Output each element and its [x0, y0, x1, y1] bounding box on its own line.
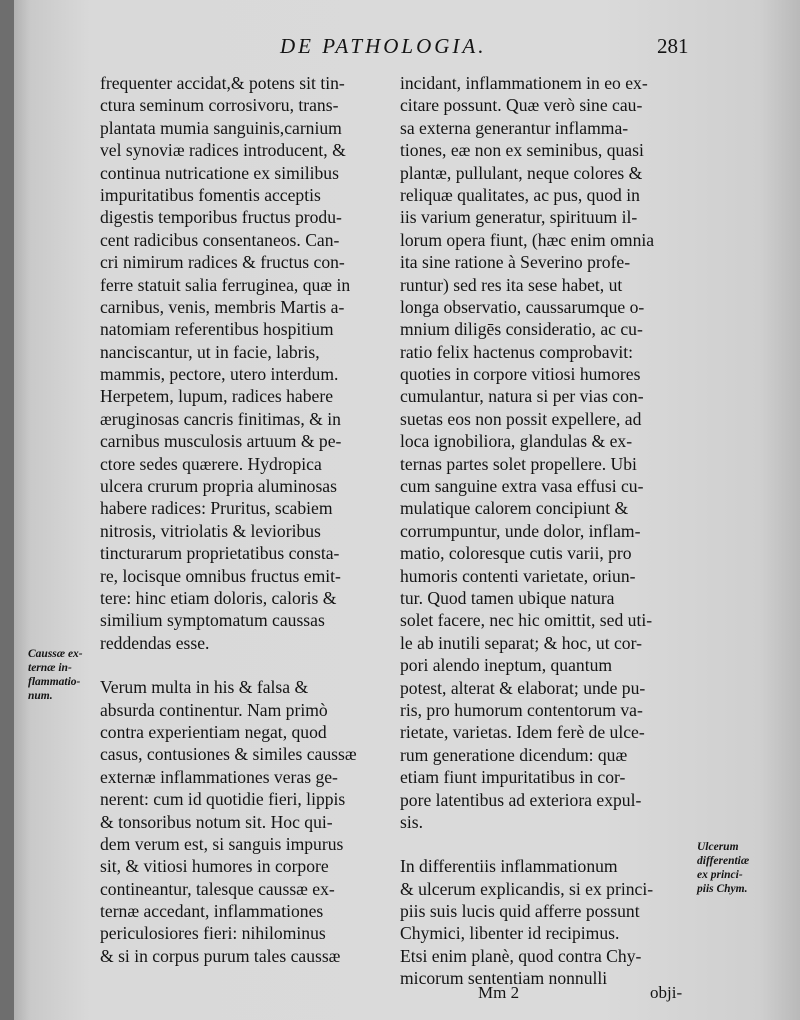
text-line: contineantur, talesque caussæ ex- [100, 878, 335, 899]
text-line: impuritatibus fomentis acceptis [100, 184, 321, 205]
margin-note-line: Ulcerum [697, 841, 739, 853]
text-line: cri nimirum radices & fructus con- [100, 252, 345, 273]
text-line: mnium diligēs consideratio, ac cu- [400, 319, 643, 340]
text-line: loca ignobiliora, glandulas & ex- [400, 431, 633, 452]
text-line: casus, contusiones & similes caussæ [100, 744, 357, 765]
text-line: ternæ accedant, inflammationes [100, 901, 324, 922]
text-line: ratio felix hactenus comprobavit: [400, 341, 634, 362]
text-line: vel synoviæ radices introducent, & [100, 140, 346, 161]
margin-note-line: flammatio- [28, 676, 81, 688]
text-line: sit, & vitiosi humores in corpore [100, 856, 329, 877]
text-line: tur. Quod tamen ubique natura [400, 587, 615, 608]
text-line: ctore sedes quærere. Hydropica [100, 453, 322, 474]
left-column [100, 72, 390, 967]
margin-note-line: ex princi- [697, 869, 743, 881]
text-line: mammis, pectore, utero interdum. [100, 364, 339, 385]
text-line: frequenter accidat,& potens sit tin- [100, 73, 345, 93]
text-line: Herpetem, lupum, radices habere [100, 386, 334, 407]
page-number: 281 [657, 34, 689, 58]
text-line: re, locisque omnibus fructus emit- [100, 565, 341, 586]
text-line: cent radicibus consentaneos. Can- [100, 229, 340, 250]
text-line: plantæ, pullulant, neque colores & [400, 162, 643, 183]
text-line: natomiam referentibus hospitium [100, 319, 334, 340]
text-line: incidant, inflammationem in eo ex- [400, 73, 648, 93]
margin-note-line: ternæ in- [28, 662, 72, 674]
text-line: dem verum est, si sanguis impurus [100, 833, 344, 854]
text-line: absurda continentur. Nam primò [100, 699, 328, 720]
text-line: æruginosas cancris finitimas, & in [100, 408, 341, 429]
text-line: pori alendo ineptum, quantum [400, 655, 613, 676]
text-line: lorum opera fiunt, (hæc enim omnia [400, 229, 655, 250]
text-line: potest, alterat & elaborat; unde pu- [400, 677, 646, 698]
text-line: corrumpuntur, unde dolor, inflam- [400, 520, 641, 541]
text-line: le ab inutili separat; & hoc, ut cor- [400, 632, 642, 653]
margin-note-ulcers [697, 840, 797, 896]
text-line: cum sanguine extra vasa effusi cu- [400, 476, 644, 497]
margin-note-line: num. [28, 690, 53, 702]
text-line: humoris contenti varietate, oriun- [400, 565, 636, 586]
text-line: matio, coloresque cutis varii, pro [400, 543, 632, 564]
text-line: In differentiis inflammationum [400, 856, 618, 877]
text-line: citare possunt. Quæ verò sine cau- [400, 95, 643, 116]
text-line: continua nutricatione ex similibus [100, 162, 339, 183]
text-line: Verum multa in his & falsa & [100, 677, 309, 698]
paragraph-gap [100, 654, 390, 676]
right-paragraph-2 [400, 855, 697, 989]
text-line: rum generatione dicendum: quæ [400, 744, 628, 765]
paragraph-gap [400, 833, 697, 855]
margin-note-line: differentiæ [697, 855, 750, 867]
text-line: suetas eos non possit expellere, ad [400, 408, 642, 429]
text-line: ferre statuit salia ferruginea, quæ in [100, 274, 351, 295]
text-line: ris, pro humorum contentorum va- [400, 699, 643, 720]
text-line: Etsi enim planè, quod contra Chy- [400, 945, 642, 966]
text-line: similium symptomatum caussas [100, 610, 325, 631]
text-line: sa externa generantur inflamma- [400, 117, 629, 138]
text-line: micorum sententiam nonnulli [400, 968, 608, 989]
text-line: reliquæ qualitates, ac pus, quod in [400, 184, 640, 205]
text-line: & tonsoribus notum sit. Hoc qui- [100, 811, 333, 832]
text-line: iis varium generatur, spirituum il- [400, 207, 638, 228]
text-line: tincturarum proprietatibus consta- [100, 543, 340, 564]
text-line: mulatique calorem concipiunt & [400, 498, 629, 519]
text-line: Chymici, libenter id recipimus. [400, 923, 620, 944]
text-line: externæ inflammationes veras ge- [100, 766, 338, 787]
text-line: rietate, varietas. Idem ferè de ulce- [400, 722, 645, 743]
text-line: reddendas esse. [100, 632, 210, 653]
text-line: pore latentibus ad exteriora expul- [400, 789, 642, 810]
right-column [400, 72, 697, 990]
text-line: contra experientiam negat, quod [100, 721, 327, 742]
book-gutter [0, 0, 14, 1020]
text-line: ulcera crurum propria aluminosas [100, 476, 337, 497]
margin-note-line: Caussæ ex- [28, 648, 83, 660]
text-line: habere radices: Pruritus, scabiem [100, 498, 333, 519]
text-line: & si in corpus purum tales caussæ [100, 945, 341, 966]
margin-note-causes [28, 647, 98, 703]
margin-note-line: piis Chym. [697, 883, 748, 895]
running-head: DE PATHOLOGIA. [280, 34, 487, 58]
text-line: plantata mumia sanguinis,carnium [100, 117, 342, 138]
left-paragraph-1 [100, 72, 390, 654]
text-line: tere: hinc etiam doloris, caloris & [100, 587, 337, 608]
catchword: obji- [650, 983, 683, 1002]
text-line: longa observatio, caussarumque o- [400, 296, 645, 317]
text-line: etiam fiunt impuritatibus in cor- [400, 767, 626, 788]
text-line: periculosiores fieri: nihilominus [100, 923, 326, 944]
text-line: quoties in corpore vitiosi humores [400, 364, 641, 385]
right-paragraph-1 [400, 72, 697, 833]
text-line: ita sine ratione à Severino profe- [400, 252, 631, 273]
text-line: digestis temporibus fructus produ- [100, 207, 342, 228]
text-line: ctura seminum corrosivoru, trans- [100, 95, 339, 116]
text-line: & ulcerum explicandis, si ex princi- [400, 878, 654, 899]
signature-mark: Mm 2 [478, 983, 520, 1002]
text-line: tiones, eæ non ex seminibus, quasi [400, 140, 644, 161]
text-line: ternas partes solet propellere. Ubi [400, 453, 637, 474]
text-line: piis suis lucis quid afferre possunt [400, 901, 640, 922]
text-line: nerent: cum id quotidie fieri, lippis [100, 789, 346, 810]
text-line: carnibus, venis, membris Martis a- [100, 296, 345, 317]
left-paragraph-2 [100, 676, 390, 967]
text-line: runtur) sed res ita sese habet, ut [400, 274, 623, 295]
text-line: carnibus musculosis artuum & pe- [100, 431, 342, 452]
text-line: solet facere, nec hic omittit, sed uti- [400, 610, 653, 631]
text-line: nanciscantur, ut in facie, labris, [100, 341, 320, 362]
text-line: sis. [400, 811, 423, 832]
text-line: cumulantur, natura si per vias con- [400, 386, 644, 407]
text-line: nitrosis, vitriolatis & levioribus [100, 520, 321, 541]
